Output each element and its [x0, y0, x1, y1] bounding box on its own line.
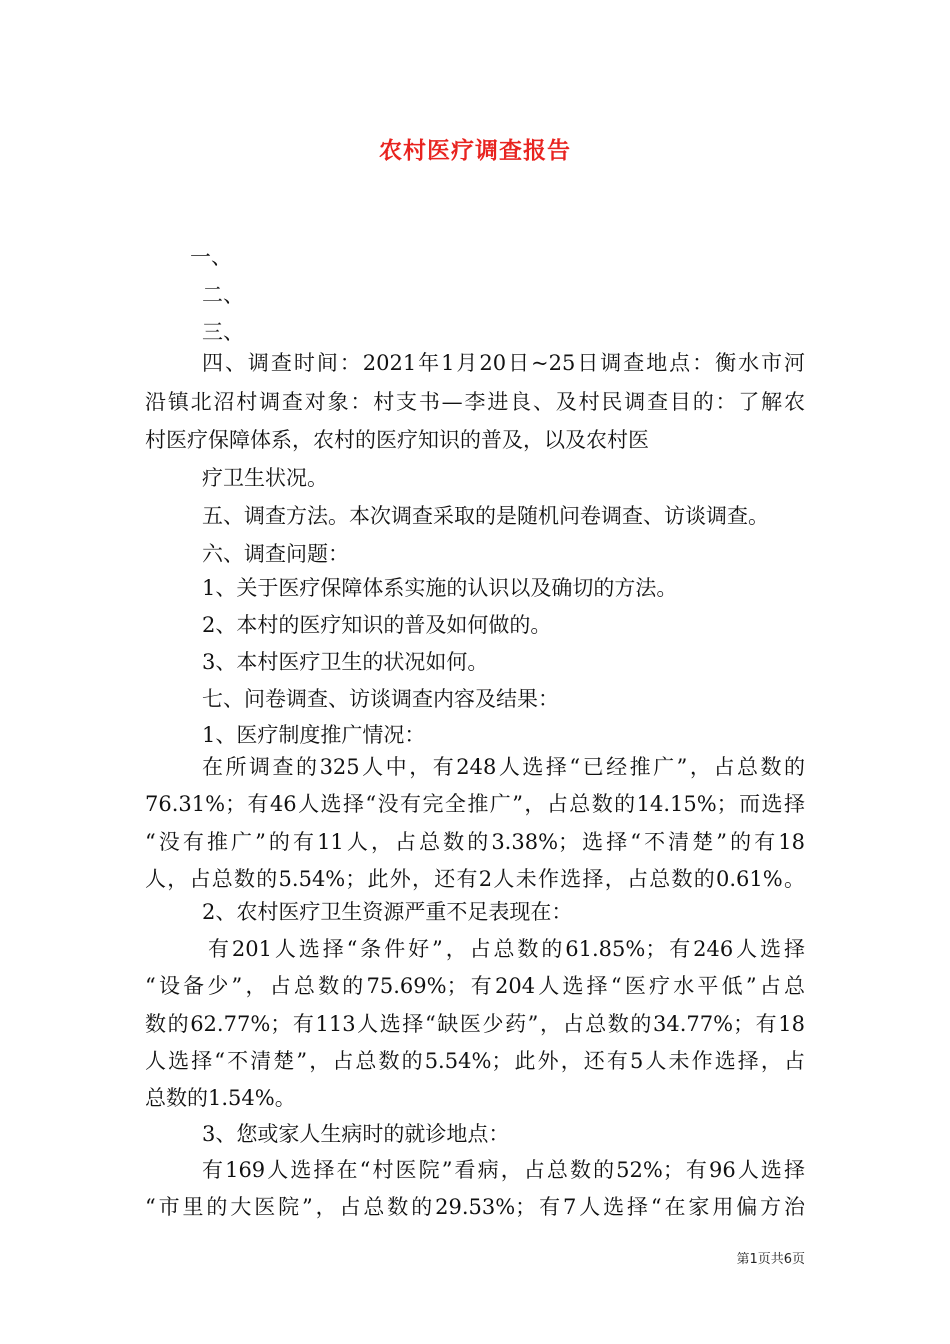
paragraph-line: 四、调查时间：2021年1月20日~25日调查地点：衡水市河: [202, 351, 805, 375]
paragraph-line: 人，占总数的5.54%；此外，还有2人未作选择，占总数的0.61%。: [145, 867, 805, 891]
paragraph-line: 人选择“不清楚”，占总数的5.54%；此外，还有5人未作选择，占: [145, 1049, 805, 1073]
paragraph-line: “设备少”，占总数的75.69%；有204人选择“医疗水平低”占总: [145, 974, 805, 998]
subsection-heading: 3、您或家人生病时的就诊地点：: [202, 1122, 510, 1146]
section-heading-1: 一、: [190, 245, 232, 269]
paragraph-line: 数的62.77%；有113人选择“缺医少药”，占总数的34.77%；有18: [145, 1012, 805, 1036]
paragraph-line: 有169人选择在“村医院”看病，占总数的52%；有96人选择: [202, 1158, 805, 1182]
list-item: 1、关于医疗保障体系实施的认识以及确切的方法。: [202, 576, 678, 600]
paragraph-line: 在所调查的325人中，有248人选择“已经推广”，占总数的: [202, 755, 805, 779]
section-heading-6: 六、调查问题：: [202, 542, 349, 566]
list-item: 2、本村的医疗知识的普及如何做的。: [202, 613, 552, 637]
paragraph-line: 沿镇北沼村调查对象：村支书—李进良、及村民调查目的：了解农: [145, 390, 805, 414]
paragraph-line: 疗卫生状况。: [202, 466, 328, 490]
subsection-heading: 2、农村医疗卫生资源严重不足表现在：: [202, 900, 573, 924]
paragraph-line: “市里的大医院”，占总数的29.53%；有7人选择“在家用偏方治: [145, 1195, 805, 1219]
subsection-heading: 1、医疗制度推广情况：: [202, 723, 426, 747]
paragraph-line: 村医疗保障体系，农村的医疗知识的普及，以及农村医: [145, 428, 649, 452]
section-heading-3: 三、: [202, 320, 244, 344]
section-heading-7: 七、问卷调查、访谈调查内容及结果：: [202, 687, 559, 711]
list-item: 3、本村医疗卫生的状况如何。: [202, 650, 489, 674]
paragraph-line: 76.31%；有46人选择“没有完全推广”，占总数的14.15%；而选择: [145, 792, 805, 816]
section-heading-2: 二、: [202, 283, 244, 307]
paragraph-line: “没有推广”的有11人，占总数的3.38%；选择“不清楚”的有18: [145, 830, 805, 854]
page-number: 第1页共6页: [736, 1252, 805, 1267]
paragraph-line: 五、调查方法。本次调查采取的是随机问卷调查、访谈调查。: [202, 504, 769, 528]
paragraph-line: 总数的1.54%。: [145, 1086, 296, 1110]
document-title: 农村医疗调查报告: [379, 138, 571, 164]
paragraph-line: 有201人选择“条件好”，占总数的61.85%；有246人选择: [208, 937, 805, 961]
